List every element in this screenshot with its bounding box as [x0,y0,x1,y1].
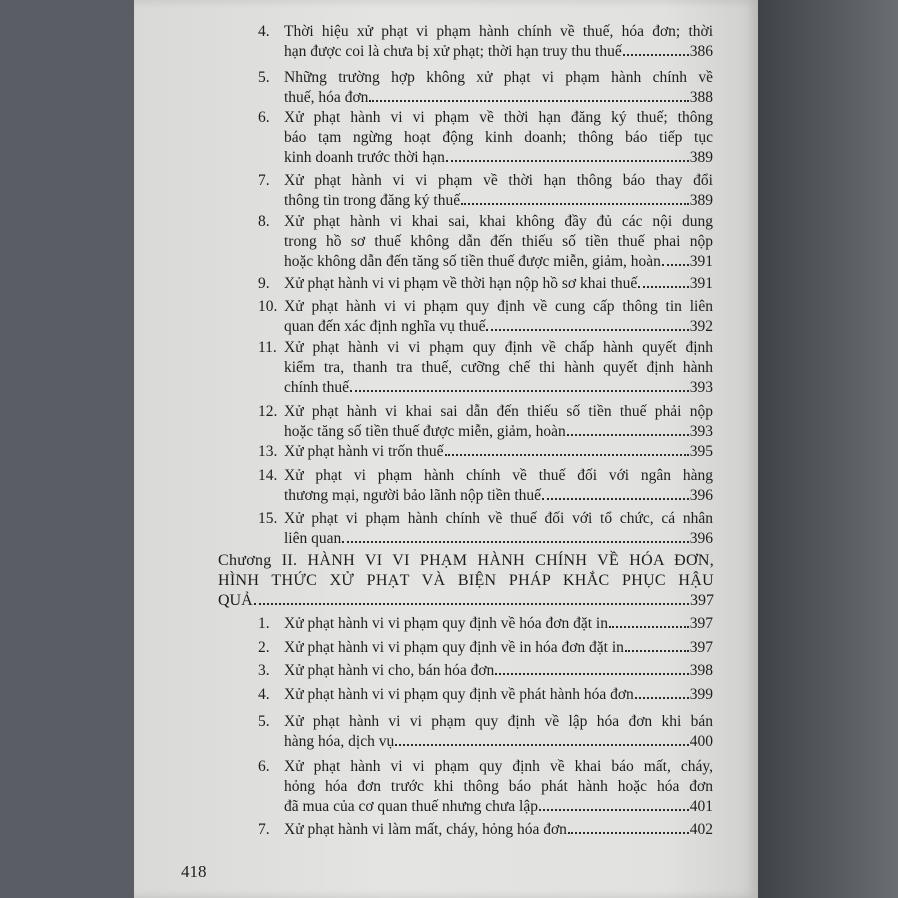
entry-line: Những trường hợp không xử phạt vi phạm hành chính về [284,69,713,86]
entry-line: Xử phạt hành vi vi phạm quy định về khai báo mất, cháy, [284,758,713,775]
chapter-line-1: Chương II. HÀNH VI VI PHẠM HÀNH CHÍNH VỀ HÓA ĐƠN, [218,552,714,569]
entry-number: 8. [258,213,270,230]
toc-entry [258,757,713,817]
entry-page: 389 [689,192,713,209]
entry-line: Xử phạt hành vi vi phạm về thời hạn thông báo thay đổi [284,172,713,189]
entry-line: Xử phạt hành vi vi phạm quy định về cung cấp thông tin liên [284,298,713,315]
entry-page: 395 [689,443,713,460]
chapter-line-3 [218,591,714,611]
entry-number: 10. [258,298,278,315]
leader-dots [635,685,689,699]
entry-line: Xử phạt hành vi vi phạm quy định về phát hành hóa đơn [284,686,634,703]
leader-dots [350,378,689,392]
entry-number: 12. [258,403,278,420]
entry-last-line [284,252,713,272]
toc-entry [258,108,713,168]
entry-line: hoặc tăng số tiền thuế được miễn, giảm, hoàn [284,423,566,440]
entry-line: Thời hiệu xử phạt vi phạm hành chính về thuế, hóa đơn; thời [284,23,713,40]
entry-last-line [284,88,713,108]
entry-page: 392 [689,318,713,335]
entry-line: thuế, hóa đơn [284,89,369,106]
entry-number: 3. [258,662,270,679]
entry-line: quan đến xác định nghĩa vụ thuế [284,318,486,335]
entry-line: báo tạm ngừng hoạt động kinh doanh; thông báo tiếp tục [284,129,713,146]
entry-line: thương mại, người bảo lãnh nộp tiền thuế [284,487,542,504]
leader-dots [369,88,688,102]
entry-number: 15. [258,510,278,527]
chapter-heading [218,551,714,611]
entry-page: 396 [689,530,713,547]
entry-line: kiểm tra, thanh tra thuế, cưỡng chế thi hành quyết định hành [284,359,713,376]
chapter-line-3-text: QUẢ [218,592,253,609]
entry-line: Xử phạt hành vi vi phạm quy định về chấp hành quyết định [284,339,713,356]
entry-page: 386 [689,43,713,60]
entry-line: trong hồ sơ thuế không dẫn đến thiếu số tiền thuế phai nộp [284,233,713,250]
entry-line: Xử phạt vi phạm hành chính về thuế đối với tổ chức, cá nhân [284,510,713,527]
toc-entry [258,614,713,634]
entry-last-line [284,148,713,168]
entry-last-line [284,661,713,681]
entry-last-line [284,685,713,705]
entry-number: 11. [258,339,277,356]
entry-line: Xử phạt hành vi làm mất, cháy, hỏng hóa đơn [284,821,567,838]
entry-last-line [284,614,713,634]
entry-number: 13. [258,443,278,460]
entry-last-line [284,529,713,549]
entry-number: 9. [258,275,270,292]
page-edge-shadow [758,0,898,898]
entry-line: Xử phạt hành vi vi phạm về thời hạn nộp hồ sơ khai thuế [284,275,638,292]
entry-number: 4. [258,686,270,703]
entry-last-line [284,42,713,62]
entry-line: kinh doanh trước thời hạn [284,149,445,166]
entry-number: 1. [258,615,270,632]
leader-dots [609,614,689,628]
entry-page: 391 [689,275,713,292]
entry-last-line [284,638,713,658]
entry-page: 402 [689,821,713,838]
entry-page: 397 [689,615,713,632]
leader-dots [623,42,689,56]
entry-line: thông tin trong đăng ký thuế [284,192,461,209]
entry-last-line [284,422,713,442]
entry-number: 2. [258,639,270,656]
entry-line: Xử phạt hành vi vi phạm quy định về hóa đơn đặt in [284,615,608,632]
entry-line: Xử phạt hành vi khai sai, khai không đầy đủ các nội dung [284,213,713,230]
leader-dots [567,422,689,436]
leader-dots [254,591,689,605]
entry-last-line [284,378,713,398]
toc-entry [258,68,713,108]
toc-entry [258,638,713,658]
entry-last-line [284,317,713,337]
entry-page: 401 [689,798,713,815]
chapter-page: 397 [690,592,714,609]
entry-page: 393 [689,379,713,396]
leader-dots [445,442,689,456]
entry-page: 396 [689,487,713,504]
toc-entry [258,712,713,752]
entry-number: 7. [258,172,270,189]
entry-line: hạn được coi là chưa bị xử phạt; thời hạn truy thu thuế [284,43,622,60]
entry-page: 393 [689,423,713,440]
leader-dots [638,274,688,288]
leader-dots [568,820,689,834]
entry-line: hỏng hóa đơn trước khi thông báo phát hành hoặc hóa đơn [284,778,713,795]
toc-entry [258,442,713,462]
toc-entry [258,297,713,337]
toc-entry [258,274,713,294]
entry-number: 14. [258,467,278,484]
toc-entry [258,338,713,398]
entry-line: chính thuế [284,379,349,396]
toc-entry [258,466,713,506]
toc-entry [258,171,713,211]
entry-last-line [284,486,713,506]
entry-number: 5. [258,69,270,86]
entry-page: 399 [689,686,713,703]
entry-line: Xử phạt hành vi trốn thuế [284,443,444,460]
entry-number: 6. [258,758,270,775]
entry-page: 400 [689,733,713,750]
leader-dots [461,191,689,205]
entry-page: 397 [689,639,713,656]
leader-dots [486,317,688,331]
entry-number: 4. [258,23,270,40]
toc-entry [258,661,713,681]
page-number: 418 [181,862,207,881]
entry-line: Xử phạt hành vi vi phạm về thời hạn đăng ký thuế; thông [284,109,713,126]
entry-last-line [284,442,713,462]
entry-line: Xử phạt hành vi khai sai dẫn đến thiếu số tiền thuế phải nộp [284,403,713,420]
toc-entry [258,22,713,62]
entry-last-line [284,820,713,840]
entry-number: 5. [258,713,270,730]
toc-entry [258,509,713,549]
toc-entry [258,820,713,840]
leader-dots [495,661,688,675]
toc-entry [258,402,713,442]
toc-entry [258,212,713,272]
leader-dots [662,252,689,266]
entry-line: hoặc không dẫn đến tăng số tiền thuế được miễn, giảm, hoàn [284,253,661,270]
entry-page: 398 [689,662,713,679]
chapter-line-2: HÌNH THỨC XỬ PHẠT VÀ BIỆN PHÁP KHẮC PHỤC HẬU [218,572,714,589]
entry-page: 389 [689,149,713,166]
entry-last-line [284,732,713,752]
entry-last-line [284,274,713,294]
entry-last-line [284,797,713,817]
entry-line: Xử phạt hành vi vi phạm quy định về in hóa đơn đặt in [284,639,624,656]
entry-page: 391 [689,253,713,270]
leader-dots [539,797,689,811]
entry-line: Xử phạt vi phạm hành chính về thuế đối với ngân hàng [284,467,713,484]
entry-line: hàng hóa, dịch vụ [284,733,395,750]
toc-entry [258,685,713,705]
entry-number: 7. [258,821,270,838]
leader-dots [395,732,689,746]
entry-number: 6. [258,109,270,126]
leader-dots [446,148,689,162]
entry-line: liên quan [284,530,342,547]
entry-line: Xử phạt hành vi vi phạm quy định về lập hóa đơn khi bán [284,713,713,730]
entry-last-line [284,191,713,211]
entry-line: Xử phạt hành vi cho, bán hóa đơn [284,662,495,679]
entry-line: đã mua của cơ quan thuế nhưng chưa lập [284,798,538,815]
entry-page: 388 [689,89,713,106]
leader-dots [342,529,689,543]
leader-dots [625,638,689,652]
leader-dots [542,486,689,500]
